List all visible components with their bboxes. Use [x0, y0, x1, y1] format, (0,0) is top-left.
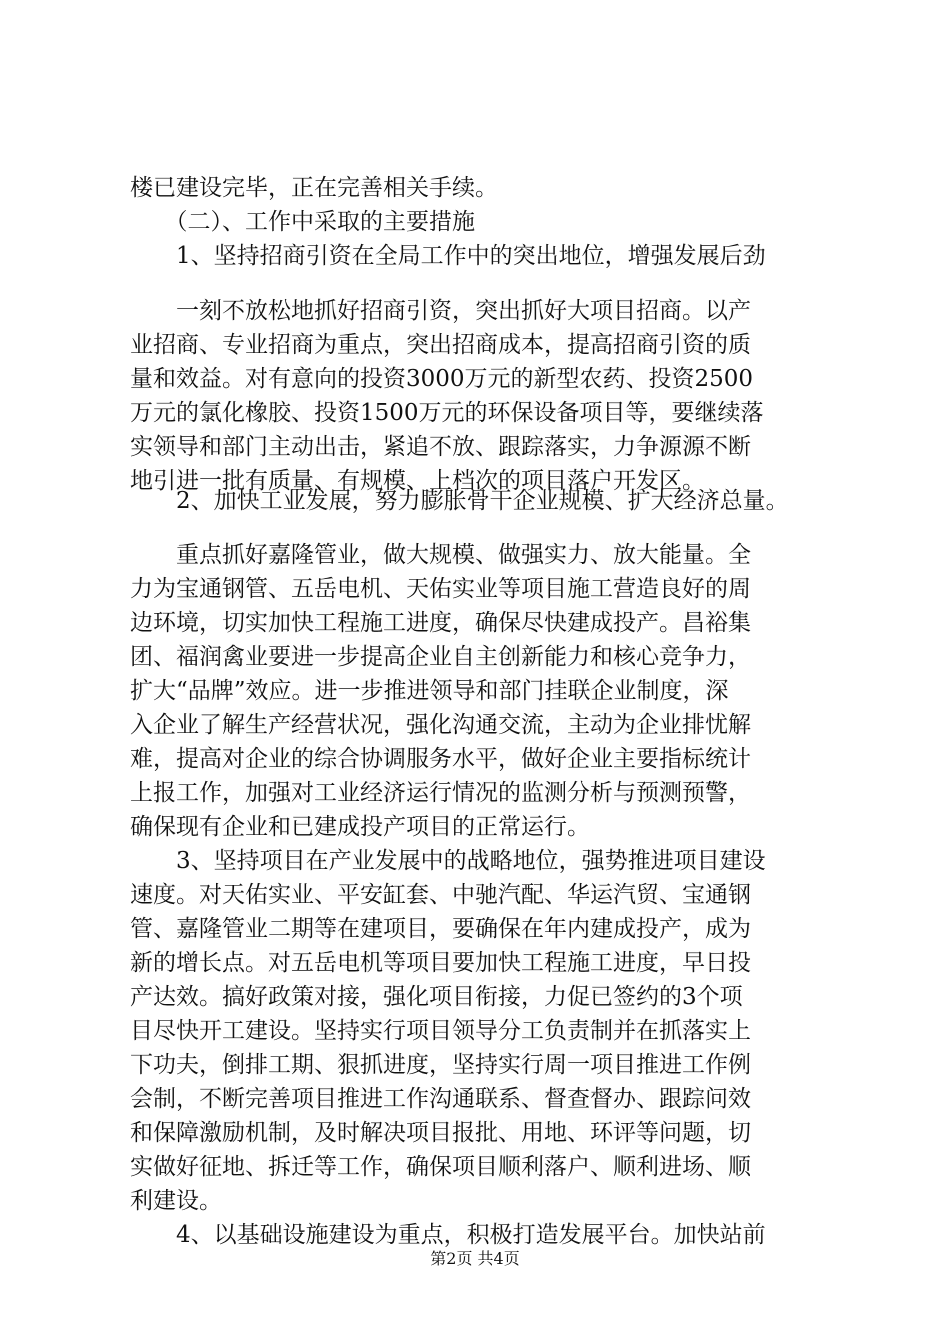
- text-line: 利建设。: [130, 1188, 222, 1214]
- section-heading: （二）、工作中采取的主要措施: [130, 209, 475, 235]
- text-line: 入企业了解生产经营状况，强化沟通交流，主动为企业排忧解: [130, 712, 751, 738]
- text-line: 一刻不放松地抓好招商引资，突出抓好大项目招商。以产: [130, 298, 751, 324]
- text-line: 和保障激励机制，及时解决项目报批、用地、环评等问题，切: [130, 1120, 751, 1146]
- text-line: 地引进一批有质量、有规模、上档次的项目落户开发区。: [130, 468, 705, 494]
- text-line: 管、嘉隆管业二期等在建项目，要确保在年内建成投产，成为: [130, 916, 751, 942]
- text-line: 速度。对天佑实业、平安缸套、中驰汽配、华运汽贸、宝通钢: [130, 882, 751, 908]
- text-line: 万元的氯化橡胶、投资1500万元的环保设备项目等，要继续落: [130, 400, 764, 426]
- text-line: 边环境，切实加快工程施工进度，确保尽快建成投产。昌裕集: [130, 610, 751, 636]
- paragraph-heading: 4、以基础设施建设为重点，积极打造发展平台。加快站前: [130, 1222, 766, 1248]
- text-line: 楼已建设完毕，正在完善相关手续。: [130, 175, 498, 201]
- paragraph-heading: 1、坚持招商引资在全局工作中的突出地位，增强发展后劲: [130, 243, 766, 269]
- page-footer: 第2页 共4页: [430, 1249, 520, 1268]
- text-line: 力为宝通钢管、五岳电机、天佑实业等项目施工营造良好的周: [130, 576, 751, 602]
- text-line: 会制，不断完善项目推进工作沟通联系、督查督办、跟踪问效: [130, 1086, 751, 1112]
- text-line: 团、福润禽业要进一步提高企业自主创新能力和核心竞争力，: [130, 644, 751, 670]
- text-line: 业招商、专业招商为重点，突出招商成本，提高招商引资的质: [130, 332, 751, 358]
- text-line: 新的增长点。对五岳电机等项目要加快工程施工进度，早日投: [130, 950, 751, 976]
- paragraph-heading: 2、加快工业发展，努力膨胀骨干企业规模、扩大经济总量。: [130, 488, 789, 514]
- text-line: 产达效。搞好政策对接，强化项目衔接，力促已签约的3个项: [130, 984, 743, 1010]
- text-line: 扩大“品牌”效应。进一步推进领导和部门挂联企业制度，深: [130, 678, 729, 704]
- text-line: 实做好征地、拆迁等工作，确保项目顺利落户、顺利进场、顺: [130, 1154, 751, 1180]
- text-line: 确保现有企业和已建成投产项目的正常运行。: [130, 814, 590, 840]
- text-line: 难，提高对企业的综合协调服务水平，做好企业主要指标统计: [130, 746, 751, 772]
- text-line: 目尽快开工建设。坚持实行项目领导分工负责制并在抓落实上: [130, 1018, 751, 1044]
- text-line: 重点抓好嘉隆管业，做大规模、做强实力、放大能量。全: [130, 542, 751, 568]
- text-line: 下功夫，倒排工期、狠抓进度，坚持实行周一项目推进工作例: [130, 1052, 751, 1078]
- text-line: 上报工作，加强对工业经济运行情况的监测分析与预测预警，: [130, 780, 751, 806]
- text-line: 实领导和部门主动出击，紧追不放、跟踪落实，力争源源不断: [130, 434, 751, 460]
- text-line: 量和效益。对有意向的投资3000万元的新型农药、投资2500: [130, 366, 754, 392]
- paragraph-heading: 3、坚持项目在产业发展中的战略地位，强势推进项目建设: [130, 848, 766, 874]
